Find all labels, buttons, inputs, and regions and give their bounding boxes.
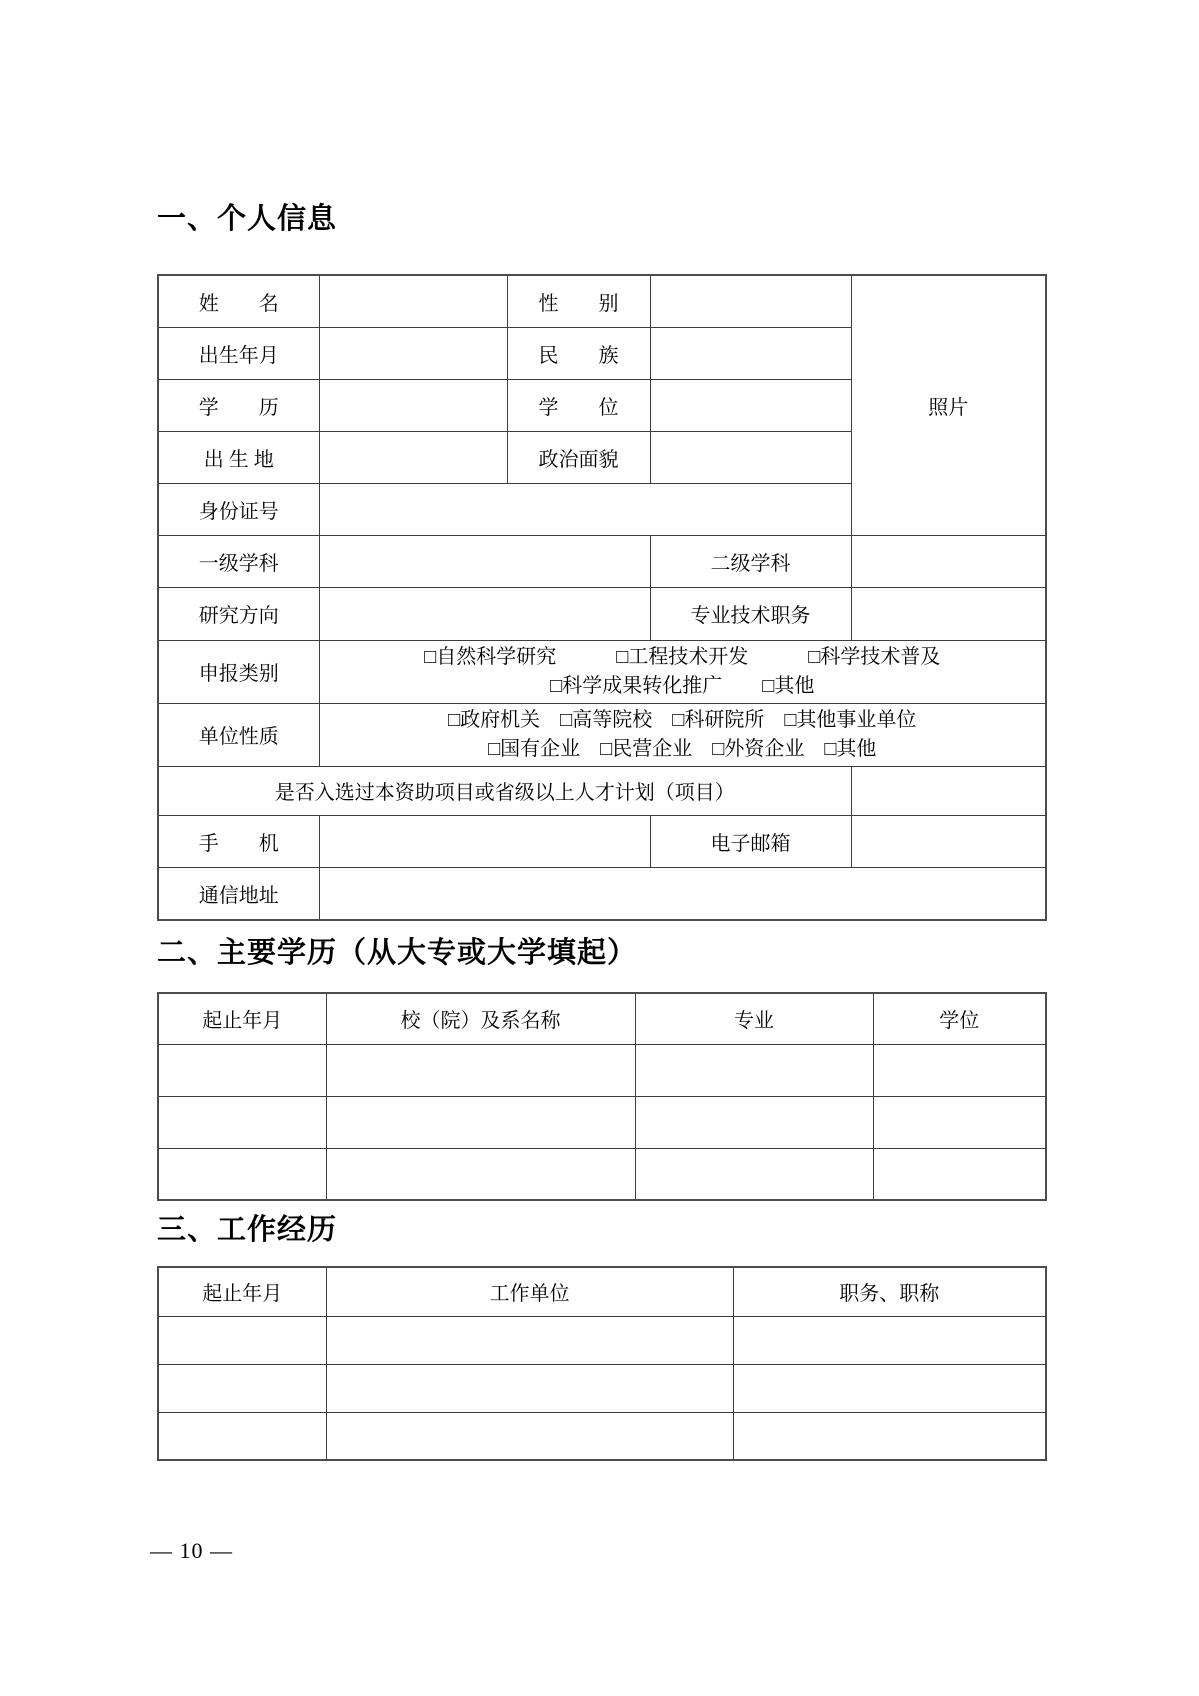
organization-type-options [319, 703, 1046, 766]
work-period-cell [158, 1316, 326, 1364]
work-header-position: 职务、职称 [733, 1267, 1046, 1316]
degree-value-cell [650, 379, 851, 431]
section-title-work-experience: 三、工作经历 [157, 1214, 338, 1246]
name-label: 姓 名 [158, 275, 319, 327]
gender-value-cell [650, 275, 851, 327]
mailing-address-label: 通信地址 [158, 867, 319, 920]
birth-place-label: 出 生 地 [158, 431, 319, 483]
work-position-cell [733, 1316, 1046, 1364]
application-category-options [319, 640, 1046, 703]
work-header-employer: 工作单位 [326, 1267, 733, 1316]
work-empty-row [158, 1364, 1046, 1412]
talent-plan-value-cell [851, 766, 1046, 815]
page-number: — 10 — [150, 1538, 233, 1563]
education-value-cell [319, 379, 507, 431]
edu-school-cell [326, 1096, 635, 1148]
first-discipline-label: 一级学科 [158, 535, 319, 587]
edu-school-cell [326, 1148, 635, 1200]
edu-period-cell [158, 1044, 326, 1096]
education-empty-row [158, 1044, 1046, 1096]
birth-date-value-cell [319, 327, 507, 379]
research-direction-label: 研究方向 [158, 587, 319, 640]
edu-header-degree: 学位 [873, 993, 1046, 1044]
edu-period-cell [158, 1148, 326, 1200]
email-label: 电子邮箱 [650, 815, 851, 867]
research-direction-value-cell [319, 587, 650, 640]
education-empty-row [158, 1096, 1046, 1148]
edu-degree-cell [873, 1148, 1046, 1200]
second-discipline-label: 二级学科 [650, 535, 851, 587]
edu-major-cell [635, 1044, 873, 1096]
education-empty-row [158, 1148, 1046, 1200]
political-status-label: 政治面貌 [507, 431, 650, 483]
email-value-cell [851, 815, 1046, 867]
personal-info-table [157, 274, 1047, 921]
political-status-value-cell [650, 431, 851, 483]
section-title-education-history: 二、主要学历（从大专或大学填起） [157, 937, 638, 969]
edu-degree-cell [873, 1096, 1046, 1148]
mobile-label: 手 机 [158, 815, 319, 867]
work-position-cell [733, 1412, 1046, 1460]
ethnicity-label: 民 族 [507, 327, 650, 379]
application-category-label: 申报类别 [158, 640, 319, 703]
work-empty-row [158, 1316, 1046, 1364]
photo-cell: 照片 [851, 275, 1046, 535]
second-discipline-value-cell [851, 535, 1046, 587]
talent-plan-label: 是否入选过本资助项目或省级以上人才计划（项目） [158, 766, 851, 815]
work-header-period: 起止年月 [158, 1267, 326, 1316]
work-position-cell [733, 1364, 1046, 1412]
mailing-address-value-cell [319, 867, 1046, 920]
organization-type-options-line2: □国有企业 □民营企业 □外资企业 □其他 [488, 737, 877, 760]
work-period-cell [158, 1412, 326, 1460]
work-employer-cell [326, 1364, 733, 1412]
edu-header-school: 校（院）及系名称 [326, 993, 635, 1044]
application-category-options-line1: □自然科学研究 □工程技术开发 □科学技术普及 [424, 645, 941, 668]
professional-title-value-cell [851, 587, 1046, 640]
edu-degree-cell [873, 1044, 1046, 1096]
name-value-cell [319, 275, 507, 327]
degree-label: 学 位 [507, 379, 650, 431]
birth-place-value-cell [319, 431, 507, 483]
application-category-options-line2: □科学成果转化推广 □其他 [550, 674, 815, 697]
professional-title-label: 专业技术职务 [650, 587, 851, 640]
gender-label: 性 别 [507, 275, 650, 327]
id-number-label: 身份证号 [158, 483, 319, 535]
edu-major-cell [635, 1096, 873, 1148]
work-experience-table [157, 1266, 1047, 1461]
section-title-personal-info: 一、个人信息 [157, 203, 338, 235]
organization-type-label: 单位性质 [158, 703, 319, 766]
id-number-value-cell [319, 483, 851, 535]
ethnicity-value-cell [650, 327, 851, 379]
organization-type-options-line1: □政府机关 □高等院校 □科研院所 □其他事业单位 [448, 708, 917, 731]
education-history-table [157, 992, 1047, 1201]
edu-header-period: 起止年月 [158, 993, 326, 1044]
edu-header-major: 专业 [635, 993, 873, 1044]
work-empty-row [158, 1412, 1046, 1460]
education-label: 学 历 [158, 379, 319, 431]
work-period-cell [158, 1364, 326, 1412]
work-employer-cell [326, 1412, 733, 1460]
birth-date-label: 出生年月 [158, 327, 319, 379]
edu-school-cell [326, 1044, 635, 1096]
edu-period-cell [158, 1096, 326, 1148]
first-discipline-value-cell [319, 535, 650, 587]
mobile-value-cell [319, 815, 650, 867]
work-employer-cell [326, 1316, 733, 1364]
edu-major-cell [635, 1148, 873, 1200]
